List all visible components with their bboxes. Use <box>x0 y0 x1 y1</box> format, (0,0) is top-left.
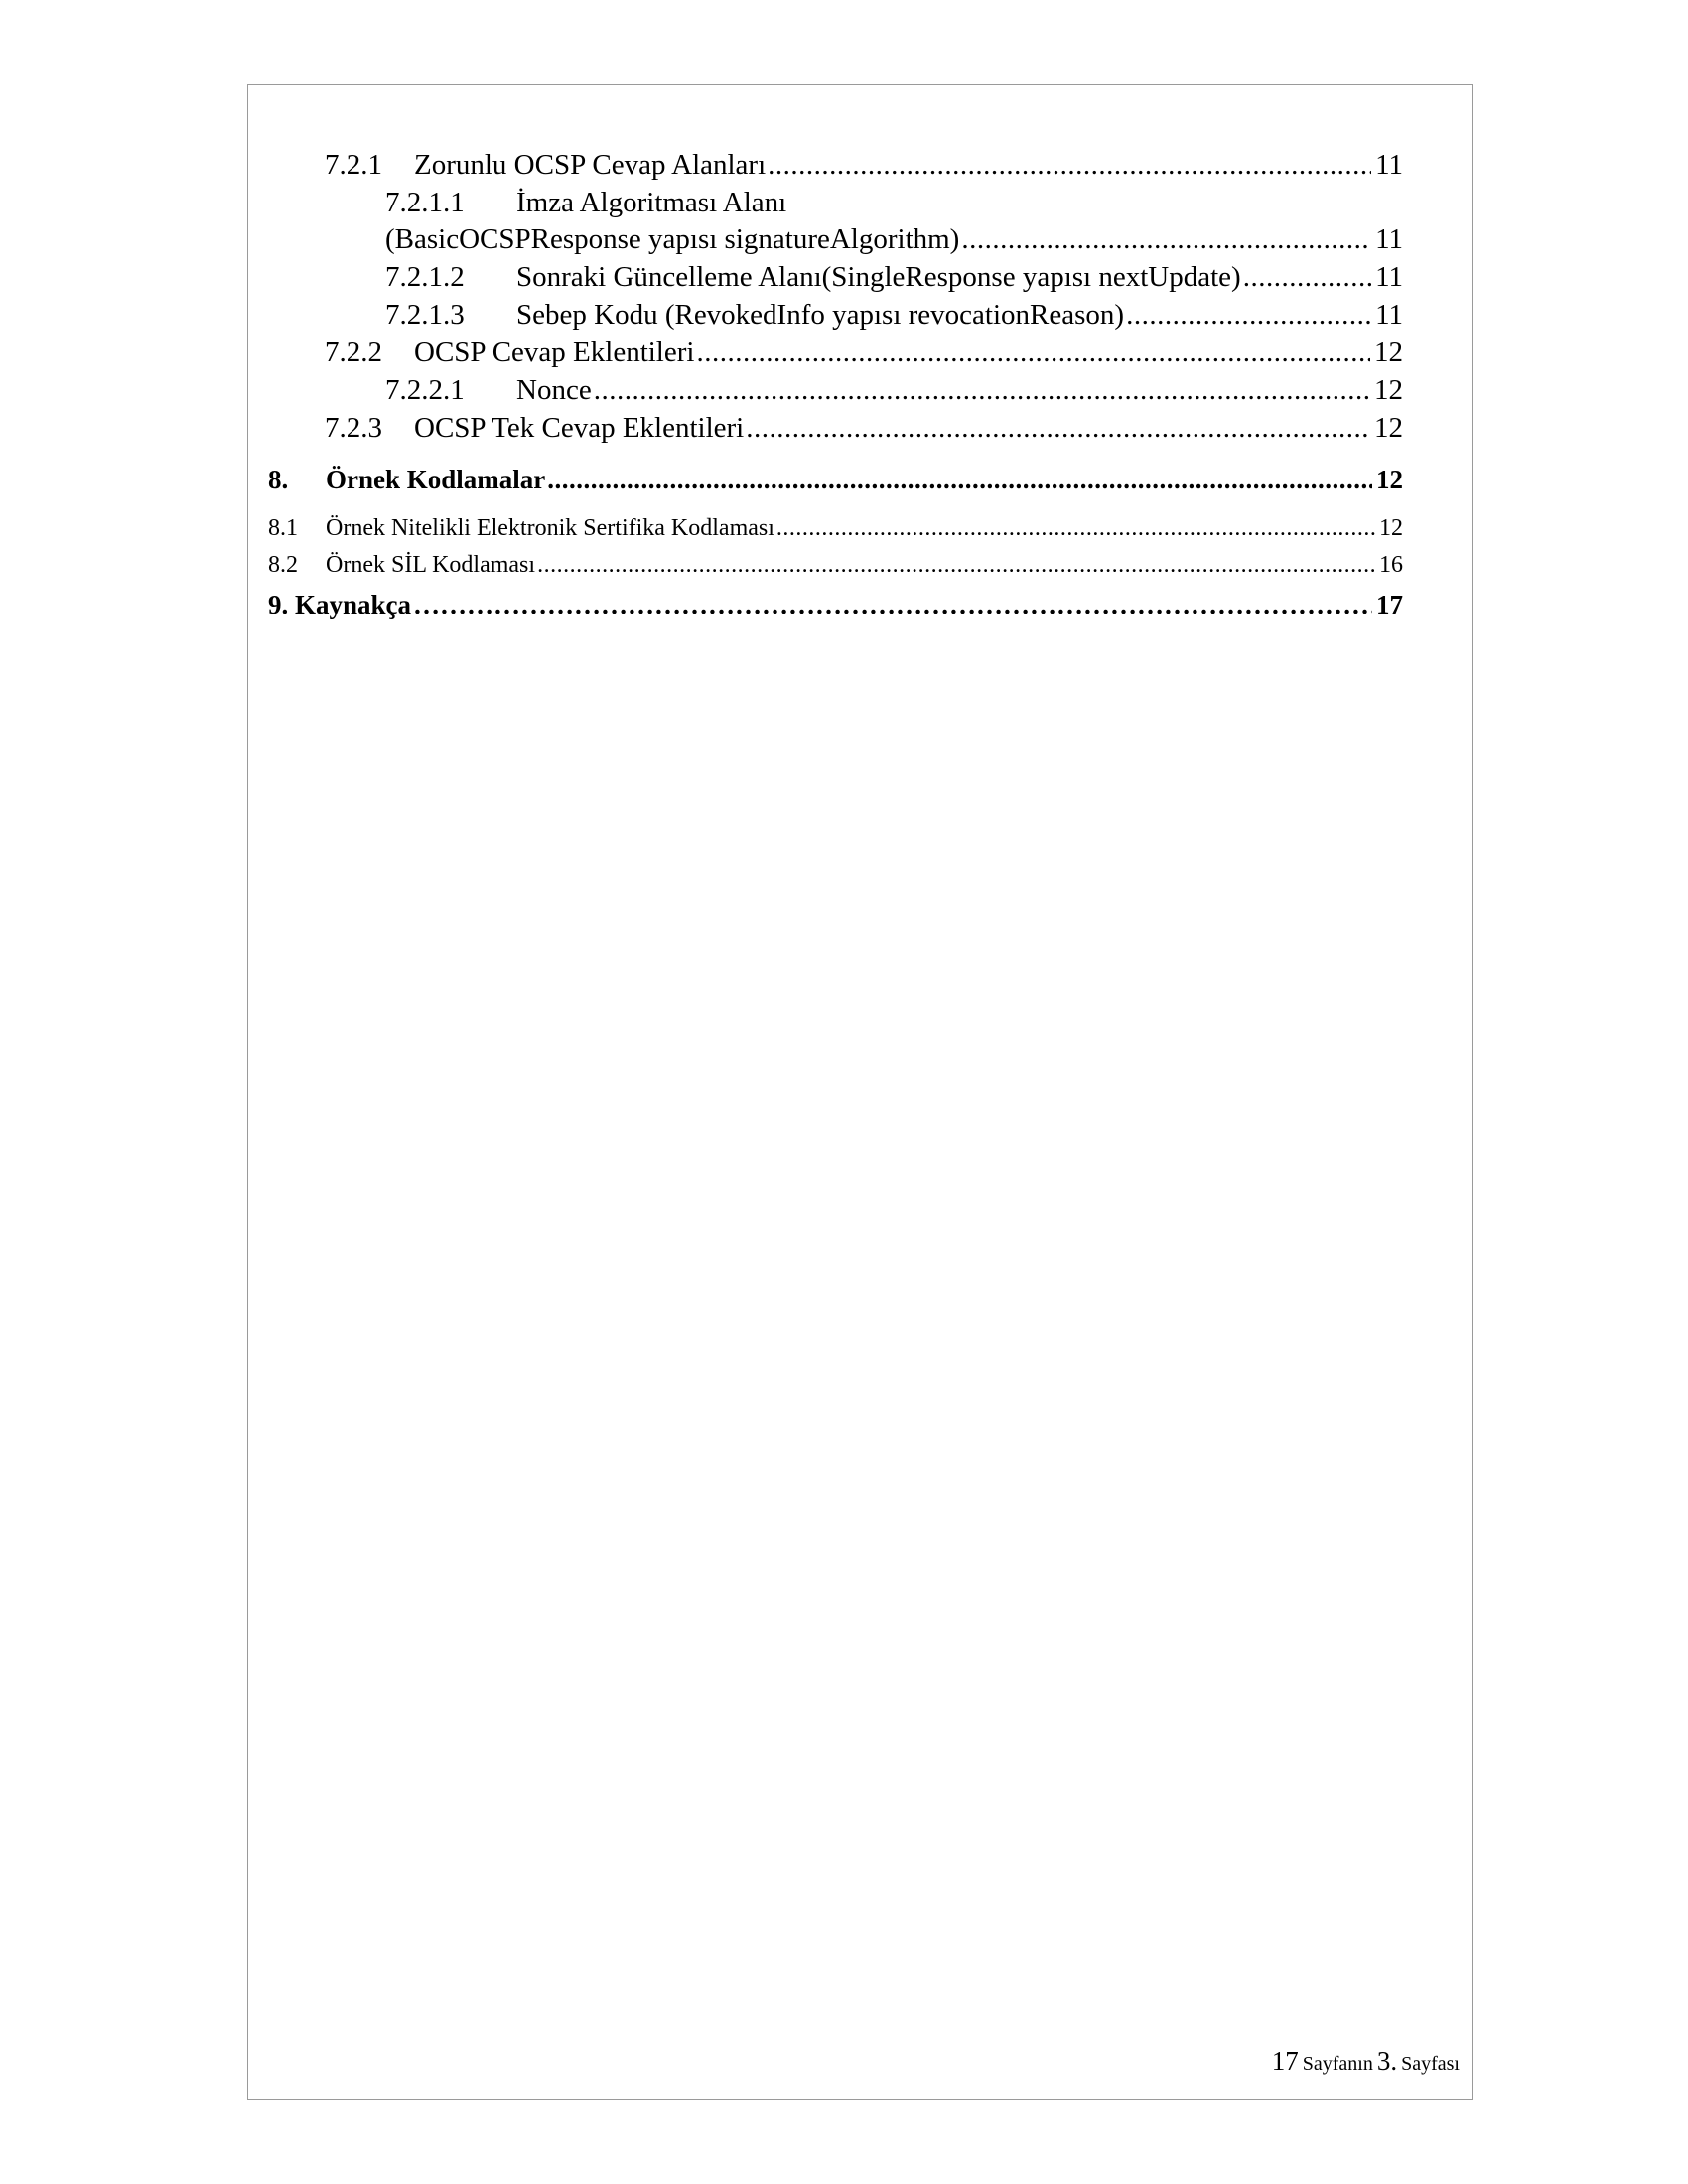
toc-title: Nonce <box>516 374 592 406</box>
toc-page-number: 12 <box>1374 374 1403 406</box>
toc-page-number: 11 <box>1375 223 1403 255</box>
ellipsis-leader <box>413 586 1372 623</box>
toc-title: Örnek Nitelikli Elektronik Sertifika Kodlaması <box>326 515 774 541</box>
toc-page-number: 12 <box>1376 465 1403 494</box>
dot-leader <box>961 220 1371 258</box>
toc-title: Sebep Kodu (RevokedInfo yapısı revocationReason) <box>516 299 1125 331</box>
toc-title: Örnek Kodlamalar <box>326 465 546 494</box>
toc-title-line2: (BasicOCSPResponse yapısı signatureAlgorithm) <box>385 223 960 255</box>
toc-page-number: 11 <box>1375 299 1403 331</box>
toc-page-number: 12 <box>1374 412 1403 444</box>
toc-entry-8[interactable] <box>268 461 1403 498</box>
toc-entry-9[interactable] <box>268 586 1403 623</box>
toc-number: 7.2.2.1 <box>385 374 465 406</box>
table-of-contents <box>0 0 1688 695</box>
toc-number: 7.2.1.1 <box>385 187 465 218</box>
toc-entry-7-2-1[interactable] <box>325 146 1403 184</box>
toc-title-line1: İmza Algoritması Alanı <box>516 187 787 218</box>
toc-number: 7.2.1 <box>325 149 382 181</box>
toc-number: 7.2.2 <box>325 337 382 368</box>
toc-entry-7-2-1-1[interactable] <box>385 184 1403 221</box>
toc-title: 9. Kaynakça <box>268 590 412 619</box>
toc-entry-7-2-2[interactable] <box>325 334 1403 371</box>
dot-leader <box>537 549 1375 581</box>
dot-leader <box>1243 258 1371 296</box>
toc-page-number: 12 <box>1379 515 1403 541</box>
toc-entry-7-2-1-1-continued[interactable] <box>385 220 1403 258</box>
toc-title: Örnek SİL Kodlaması <box>326 552 536 578</box>
dot-leader <box>696 334 1370 371</box>
toc-page-number: 16 <box>1379 552 1403 578</box>
toc-entry-8-1[interactable] <box>268 512 1403 544</box>
footer-current-page: 17 <box>1271 2046 1299 2076</box>
toc-page-number: 17 <box>1376 590 1403 619</box>
footer-total-pages: 3. <box>1376 2046 1398 2076</box>
dot-leader <box>594 371 1370 409</box>
toc-number: 8. <box>268 465 289 494</box>
toc-number: 8.2 <box>268 552 298 578</box>
toc-entry-7-2-3[interactable] <box>325 409 1403 447</box>
toc-title: Sonraki Güncelleme Alanı(SingleResponse yapısı nextUpdate) <box>516 261 1241 293</box>
dot-leader <box>547 461 1372 498</box>
toc-number: 7.2.1.3 <box>385 299 465 331</box>
toc-title: Zorunlu OCSP Cevap Alanları <box>414 149 767 181</box>
dot-leader <box>746 409 1370 447</box>
toc-number: 7.2.3 <box>325 412 382 444</box>
footer-word-sayfanin: Sayfanın <box>1302 2053 1373 2075</box>
toc-number: 8.1 <box>268 515 298 541</box>
toc-entry-8-2[interactable] <box>268 549 1403 581</box>
dot-leader <box>768 146 1371 184</box>
toc-entry-7-2-1-2[interactable] <box>385 258 1403 296</box>
toc-title: OCSP Cevap Eklentileri <box>414 337 695 368</box>
toc-page-number: 11 <box>1375 261 1403 293</box>
toc-number: 7.2.1.2 <box>385 261 465 293</box>
toc-entry-7-2-1-3[interactable] <box>385 296 1403 334</box>
toc-title: OCSP Tek Cevap Eklentileri <box>414 412 745 444</box>
toc-page-number: 12 <box>1374 337 1403 368</box>
dot-leader <box>1126 296 1371 334</box>
dot-leader <box>776 512 1375 544</box>
toc-entry-7-2-2-1[interactable] <box>385 371 1403 409</box>
toc-page-number: 11 <box>1375 149 1403 181</box>
footer-word-sayfasi: Sayfası <box>1401 2053 1460 2075</box>
page-footer <box>1272 2046 1460 2077</box>
